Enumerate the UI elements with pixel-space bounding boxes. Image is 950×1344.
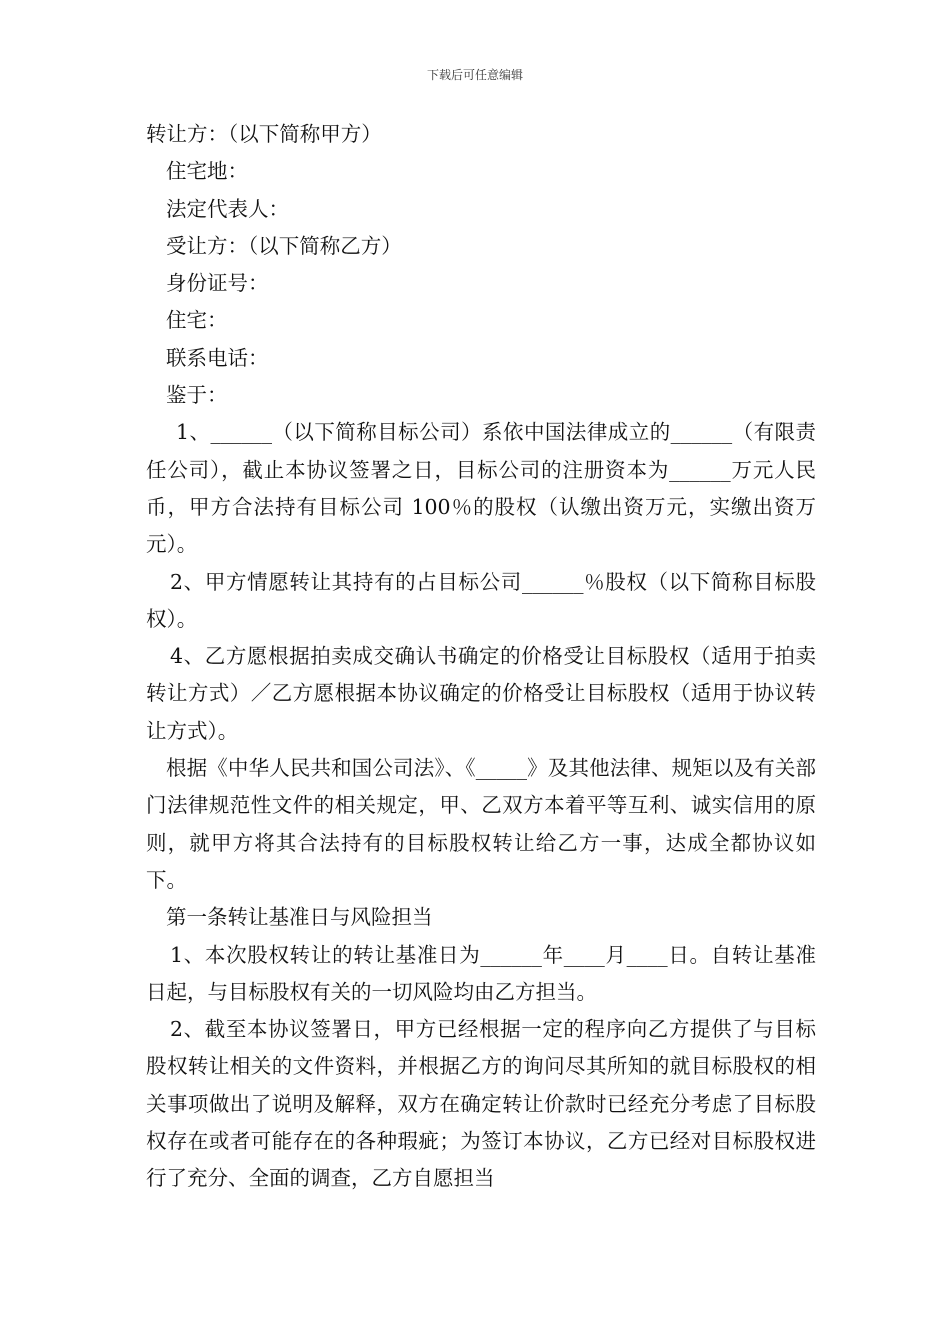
clause-2: 2、甲方情愿转让其持有的占目标公司______％股权（以下简称目标股权）。 (146, 569, 816, 631)
page-header-note: 下载后可任意编辑 (426, 68, 523, 82)
phone-line: 联系电话： (166, 345, 269, 370)
clause-4: 4、乙方愿根据拍卖成交确认书确定的价格受让目标股权（适用于拍卖转让方式）／乙方愿根据本协议确定的价格受让目标股权（适用于协议转让方式）。 (146, 644, 816, 743)
whereas-line: 鉴于： (166, 383, 228, 408)
residence-line: 住宅地： (166, 159, 248, 184)
clause-1: 1、______（以下简称目标公司）系依中国法律成立的______（有限责任公司），截止本协议签署之日，目标公司的注册资本为______万元人民币，甲方合法持有目标公司 100％的股权（认缴出资万元，实缴出资万元）。 (146, 420, 816, 557)
address-line: 住宅： (166, 308, 228, 333)
legal-basis-paragraph: 根据《中华人民共和国公司法》、《_____》及其他法律、规矩以及有关部门法律规范性文件的相关规定，甲、乙双方本着平等互利、诚实信用的原则，就甲方将其合法持有的目标股权转让给乙方一事，达成全都协议如下。 (146, 756, 816, 892)
legal-representative-line: 法定代表人： (166, 196, 289, 221)
article-1-item-1: 1、本次股权转让的转让基准日为______年____月____日。自转让基准日起，与目标股权有关的一切风险均由乙方担当。 (146, 942, 816, 1004)
transferee-line: 受让方：（以下简称乙方） (166, 233, 402, 258)
id-number-line: 身份证号： (166, 271, 269, 296)
transferor-line: 转让方：（以下简称甲方） (146, 122, 382, 146)
article-1-item-2: 2、截至本协议签署日，甲方已经根据一定的程序向乙方提供了与目标股权转让相关的文件资料，并根据乙方的询问尽其所知的就目标股权的相关事项做出了说明及解释，双方在确定转让价款时已经充分考虑了目标股权存在或者可能存在的各种瑕疵；为签订本协议，乙方已经对目标股权进行了充分、全面的调查，乙方自愿担当 (146, 1017, 816, 1191)
document-body (146, 116, 816, 1198)
article-1-title: 第一条转让基准日与风险担当 (166, 905, 433, 930)
